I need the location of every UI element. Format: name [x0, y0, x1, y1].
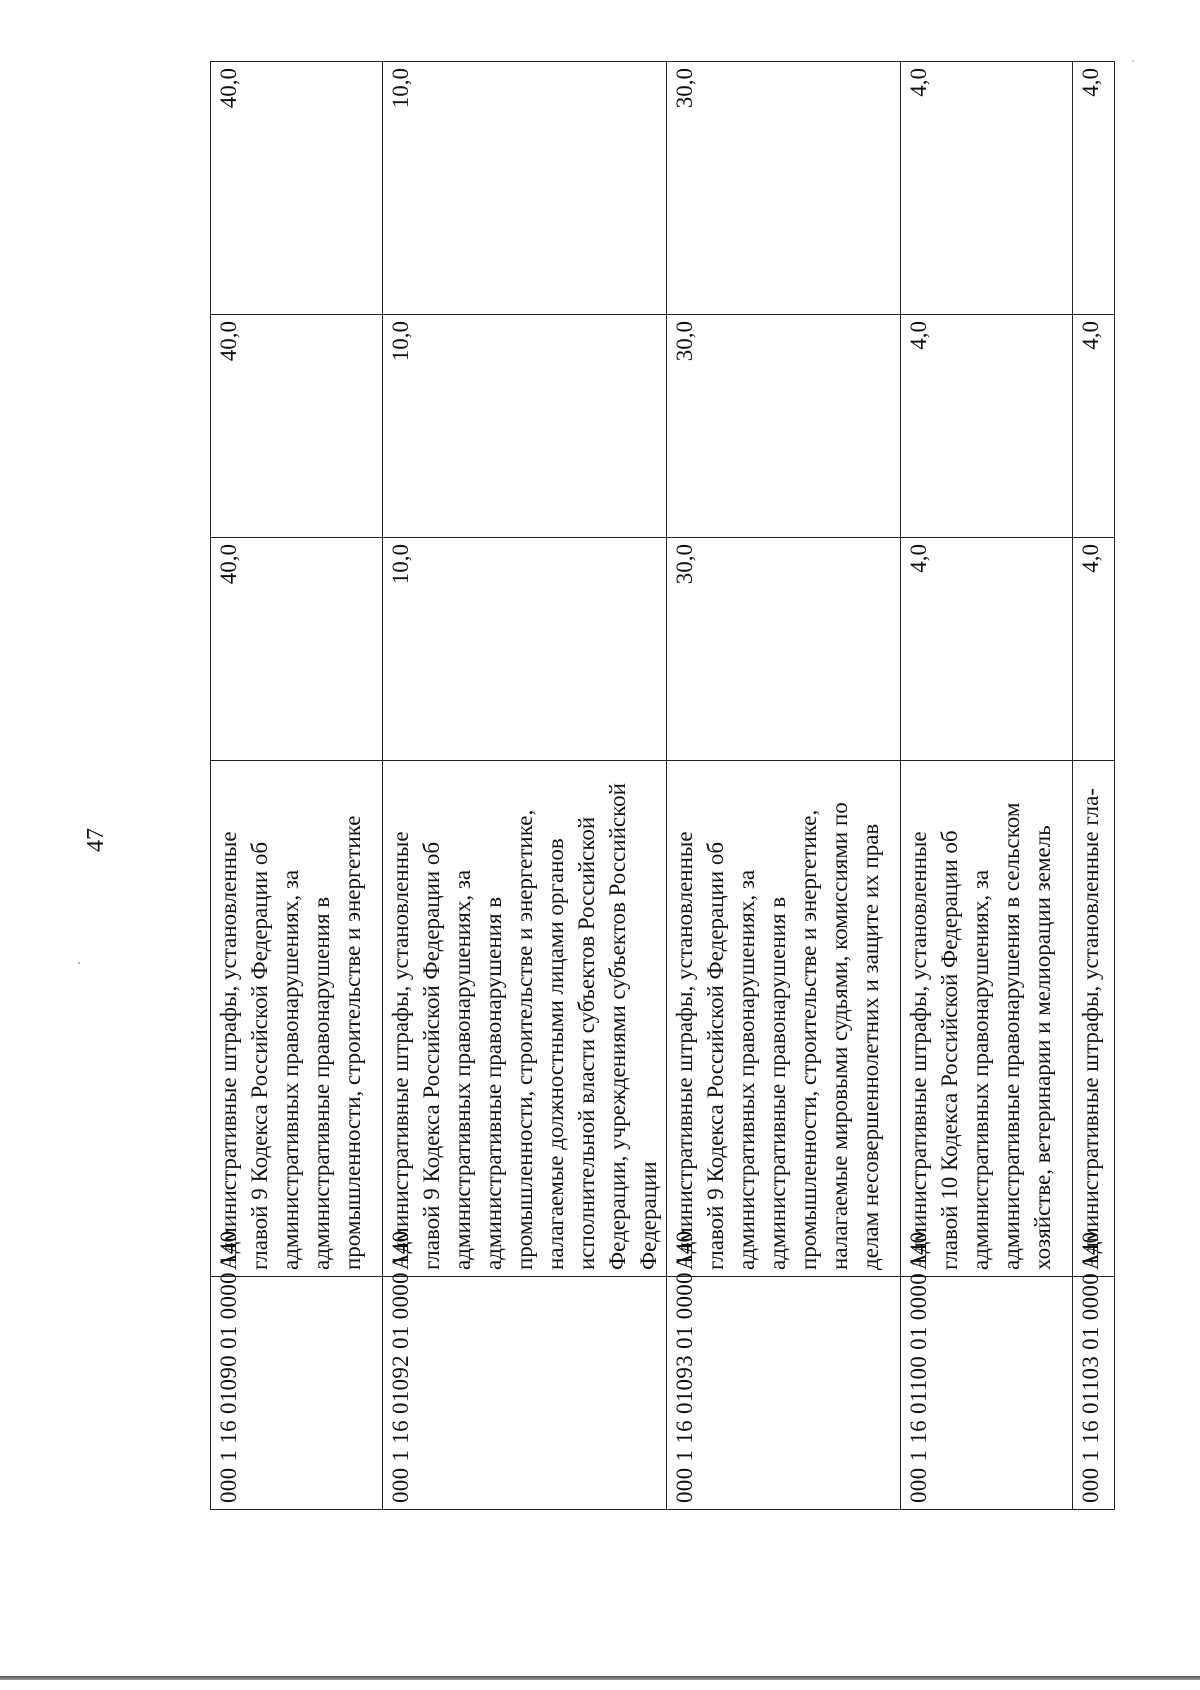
description-cell: Административные штрафы, установленные главой 9 Кодекса Российской Федерации об административных правонарушениях, за административные правонарушения в промышленности, строительстве и энергетике — [211, 761, 383, 1277]
kbk-code-cell: 000 1 16 01103 01 0000 140 — [1073, 1277, 1115, 1510]
kbk-code-cell: 000 1 16 01093 01 0000 140 — [667, 1277, 901, 1510]
amount-year2-cell: 30,0 — [667, 315, 901, 538]
description-cell: Административные штрафы, установленные главой 9 Кодекса Российской Федерации об административных правонарушениях, за административные правонарушения в промышленности, строительстве и энергетике, налагаемые должностными лицами органов исполнительной власти субъектов Российской Федерации, учреждениями субъектов Российской Федерации — [383, 761, 667, 1277]
amount-year3-cell: 4,0 — [1073, 62, 1115, 315]
amount-year1-cell: 40,0 — [211, 538, 383, 761]
amount-year3-cell: 30,0 — [667, 62, 901, 315]
amount-year1-cell: 4,0 — [901, 538, 1073, 761]
budget-table — [210, 61, 1115, 1510]
description-cell: Административные штрафы, установленные главой 9 Кодекса Российской Федерации об административных правонарушениях, за административные правонарушения в промышленности, строительстве и энергетике, налагаемые мировыми судьями, комиссиями по делам несовершеннолетних и защите их прав — [667, 761, 901, 1277]
description-cell: Административные штрафы, установленные гла- — [1073, 761, 1115, 1277]
scan-speck — [1132, 60, 1134, 62]
amount-year1-cell: 10,0 — [383, 538, 667, 761]
amount-year2-cell: 40,0 — [211, 315, 383, 538]
amount-year1-cell: 30,0 — [667, 538, 901, 761]
table-row — [211, 62, 383, 1510]
kbk-code-cell: 000 1 16 01090 01 0000 140 — [211, 1277, 383, 1510]
table-row — [667, 62, 901, 1510]
amount-year3-cell: 40,0 — [211, 62, 383, 315]
scan-edge-line — [0, 1676, 1200, 1680]
budget-table-rotated — [210, 68, 1103, 1510]
table-row — [901, 62, 1073, 1510]
description-cell: Административные штрафы, установленные главой 10 Кодекса Российской Федерации об административных правонарушениях, за административные правонарушения в сельском хозяйстве, ветеринарии и мелиорации земель — [901, 761, 1073, 1277]
amount-year2-cell: 10,0 — [383, 315, 667, 538]
amount-year2-cell: 4,0 — [1073, 315, 1115, 538]
table-row — [1073, 62, 1115, 1510]
budget-table-container — [210, 68, 1103, 1510]
amount-year1-cell: 4,0 — [1073, 538, 1115, 761]
table-row — [383, 62, 667, 1510]
amount-year3-cell: 10,0 — [383, 62, 667, 315]
amount-year2-cell: 4,0 — [901, 315, 1073, 538]
kbk-code-cell: 000 1 16 01100 01 0000 140 — [901, 1277, 1073, 1510]
scan-speck — [78, 962, 80, 964]
kbk-code-cell: 000 1 16 01092 01 0000 140 — [383, 1277, 667, 1510]
amount-year3-cell: 4,0 — [901, 62, 1073, 315]
page-number: 47 — [83, 828, 109, 852]
